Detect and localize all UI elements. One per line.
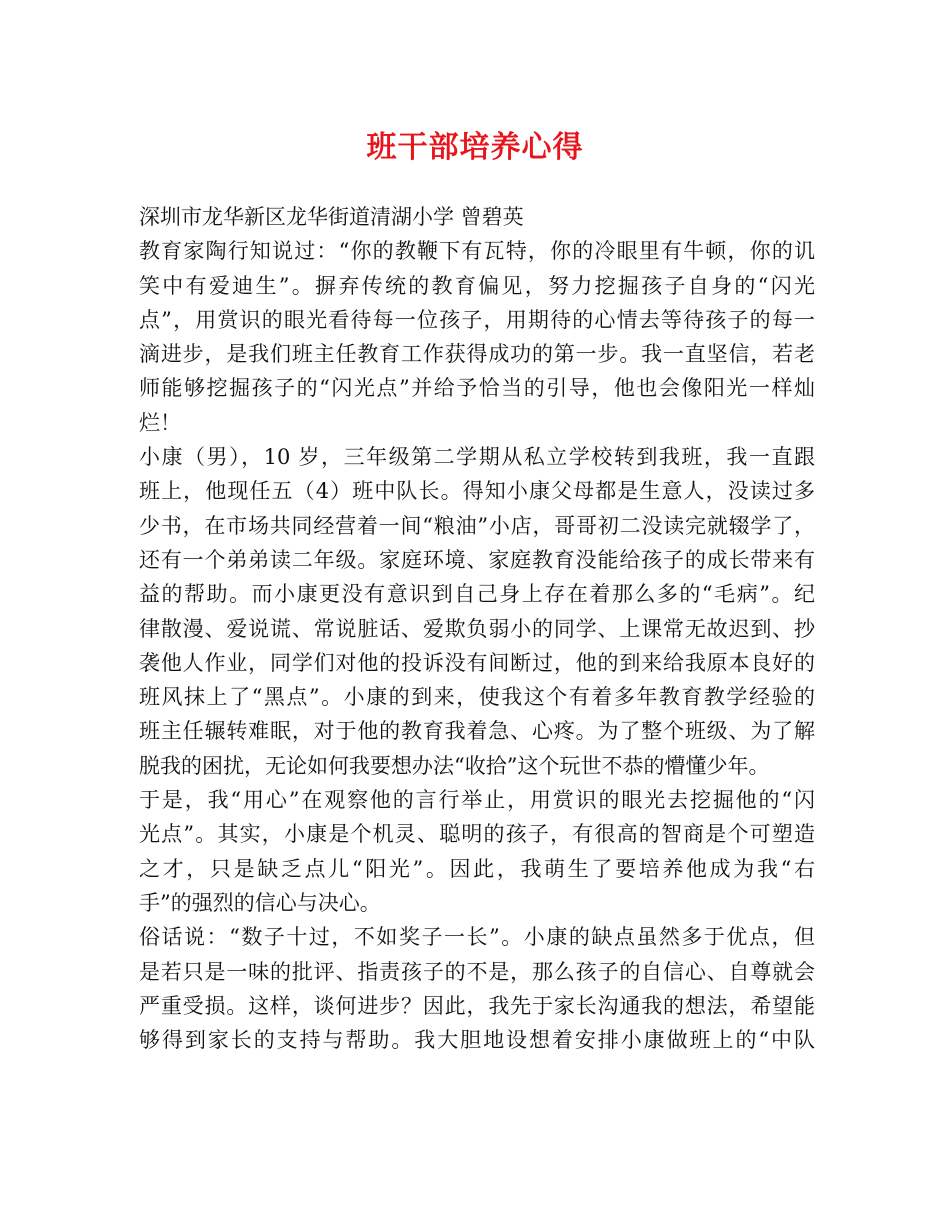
text-line: 班风抹上了“黑点”。小康的到来，使我这个有着多年教育教学经验的: [139, 685, 815, 710]
text-line: 师能够挖掘孩子的“闪光点”并给予恰当的引导，他也会像阳光一样灿: [139, 376, 815, 401]
text-line: 滴进步，是我们班主任教育工作获得成功的第一步。我一直坚信，若老: [139, 342, 815, 367]
text-line: 之才，只是缺乏点儿“阳光”。因此，我萌生了要培养他成为我“右: [139, 856, 815, 881]
text-line: 严重受损。这样，谈何进步？因此，我先于家长沟通我的想法，希望能: [139, 993, 815, 1018]
text-line: 教育家陶行知说过：“你的教鞭下有瓦特，你的冷眼里有牛顿，你的讥: [139, 239, 815, 264]
text-line: 小康（男），10 岁，三年级第二学期从私立学校转到我班，我一直跟: [139, 445, 815, 470]
document-body: [139, 200, 815, 1057]
text-line: 律散漫、爱说谎、常说脏话、爱欺负弱小的同学、上课常无故迟到、抄: [139, 616, 815, 641]
text-line: 脱我的困扰，无论如何我要想办法“收拾”这个玩世不恭的懵懂少年。: [139, 753, 770, 778]
text-line: 俗话说：“数子十过，不如奖子一长”。小康的缺点虽然多于优点，但: [139, 925, 815, 950]
text-line: 班主任辗转难眠，对于他的教育我着急、心疼。为了整个班级、为了解: [139, 719, 815, 744]
text-line: 益的帮助。而小康更没有意识到自己身上存在着那么多的“毛病”。纪: [139, 582, 815, 607]
text-line: 是若只是一味的批评、指责孩子的不是，那么孩子的自信心、自尊就会: [139, 959, 815, 984]
text-line: 班上，他现任五（4）班中队长。得知小康父母都是生意人，没读过多: [139, 479, 815, 504]
text-line: 够得到家长的支持与帮助。我大胆地设想着安排小康做班上的“中队: [139, 1028, 815, 1053]
text-line: 手”的强烈的信心与决心。: [139, 890, 381, 915]
text-line: 还有一个弟弟读二年级。家庭环境、家庭教育没能给孩子的成长带来有: [139, 547, 815, 572]
text-line: 烂！: [139, 410, 181, 435]
text-line: 点”，用赏识的眼光看待每一位孩子，用期待的心情去等待孩子的每一: [139, 307, 815, 332]
text-line: 笑中有爱迪生”。摒弃传统的教育偏见，努力挖掘孩子自身的“闪光: [139, 273, 815, 298]
text-line: 光点”。其实，小康是个机灵、聪明的孩子，有很高的智商是个可塑造: [139, 822, 815, 847]
text-line: 于是，我“用心”在观察他的言行举止，用赏识的眼光去挖掘他的“闪: [139, 788, 815, 813]
text-line: 袭他人作业，同学们对他的投诉没有间断过，他的到来给我原本良好的: [139, 650, 815, 675]
text-line: 少书，在市场共同经营着一间“粮油”小店，哥哥初二没读完就辍学了，: [139, 513, 815, 538]
document-title: 班干部培养心得: [366, 130, 584, 165]
text-line: 深圳市龙华新区龙华街道清湖小学 曾碧英: [139, 205, 524, 229]
